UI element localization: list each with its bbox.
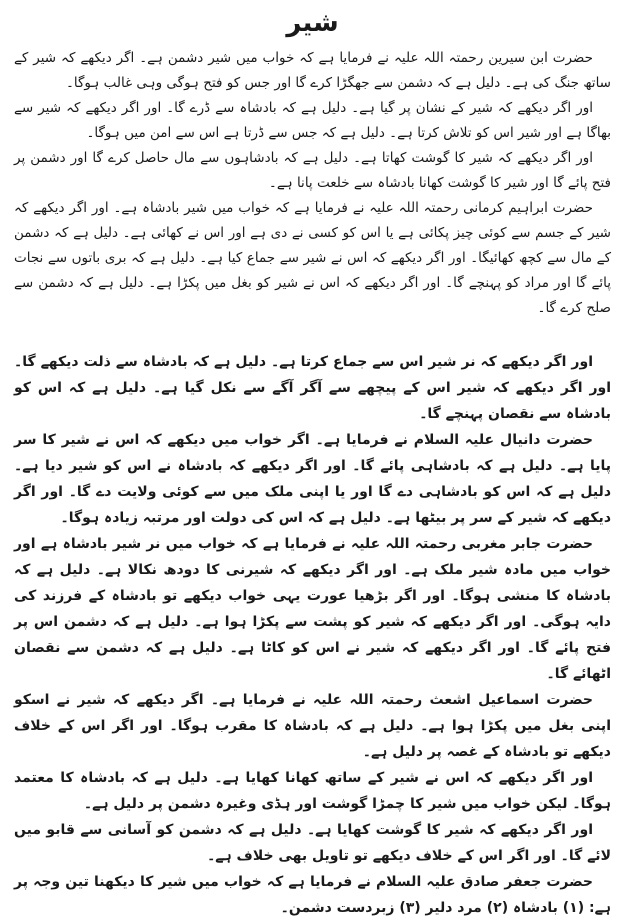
section-gap xyxy=(14,321,611,349)
section-upper xyxy=(14,46,611,321)
document-page xyxy=(0,6,625,916)
paragraph: حضرت دانیال علیہ السلام نے فرمایا ہے۔ اگر خواب میں دیکھے کہ اس نے شیر کا سر پایا ہے۔ دلیل ہے کہ بادشاہی پائے گا۔ اور اگر دیکھے کہ بادشاہ نے اس کو شیر دیا ہے۔ دلیل ہے کہ اس کو بادشاہی دے گا اور یا اپنی ملک میں سے کوئی ولایت دے گا۔ اور اگر دیکھے کہ شیر کے سر پر بیٹھا ہے۔ دلیل ہے کہ اس کی دولت اور مرتبہ زیادہ ہوگا۔ xyxy=(14,432,611,526)
paragraph: حضرت جابر مغربی رحمتہ اللہ علیہ نے فرمایا ہے کہ خواب میں نر شیر بادشاہ ہے اور خواب میں مادہ شیر ملک ہے۔ اور اگر دیکھے کہ شیرنی کا دودھ نکالا ہے۔ دلیل ہے کہ بادشاہ کا منشی ہوگا۔ اور اگر بڑھیا عورت یہی خواب دیکھے تو بادشاہ کے فرزند کی دایہ ہوگی۔ اور اگر دیکھے کہ شیر کو پشت سے پکڑا ہوا ہے۔ دلیل ہے کہ دشمن اس پر فتح پائے گا۔ اور اگر دیکھے کہ شیر نے اس کو کاٹا ہے۔ دلیل ہے کہ دشمن سے نقصان اٹھائے گا۔ xyxy=(14,536,611,682)
paragraph: اور اگر دیکھے کہ نر شیر اس سے جماع کرتا ہے۔ دلیل ہے کہ بادشاہ سے ذلت دیکھے گا۔ اور اگر دیکھے کہ شیر اس کے پیچھے سے آگر آگے سے نکل گیا ہے۔ دلیل ہے کہ اس کو بادشاہ سے نقصان پہنچے گا۔ xyxy=(14,354,611,422)
paragraph: حضرت جعفر صادق علیہ السلام نے فرمایا ہے کہ خواب میں شیر کا دیکھنا تین وجہ پر ہے: (۱) بادشاہ (۲) مرد دلیر (۳) زبردست دشمن۔ xyxy=(14,874,611,916)
paragraph: حضرت ابراہیم کرمانی رحمتہ اللہ علیہ نے فرمایا ہے کہ خواب میں شیر بادشاہ ہے۔ اور اگر دیکھے کہ شیر کے جسم سے کوئی چیز پکائی ہے یا اس کو کسی نے دی ہے اور اس نے کھائی ہے۔ دلیل ہے کہ دشمن کے مال سے کچھ کھائیگا۔ اور اگر دیکھے کہ اس نے شیر سے جماع کیا ہے۔ دلیل ہے کہ بری باتوں سے نجات پائے گا اور مراد کو پہنچے گا۔ اور اگر دیکھے کہ اس نے شیر کو بغل میں پکڑا ہے۔ دلیل ہے کہ دشمن سے صلح کرے گا۔ xyxy=(14,200,611,316)
page-title: شیر xyxy=(286,8,339,38)
paragraph: حضرت ابن سیرین رحمتہ اللہ علیہ نے فرمایا ہے کہ خواب میں شیر دشمن ہے۔ اگر دیکھے کہ شیر کے ساتھ جنگ کی ہے۔ دلیل ہے کہ دشمن سے جھگڑا کرے گا اور جس کو فتح ہوگی وہی غالب ہوگا۔ xyxy=(14,50,611,91)
paragraph: اور اگر دیکھے کہ شیر کا گوشت کھایا ہے۔ دلیل ہے کہ دشمن کو آسانی سے قابو میں لائے گا۔ اور اگر اس کے خلاف دیکھے تو تاویل بھی خلاف ہے۔ xyxy=(14,822,611,864)
paragraph: اور اگر دیکھے کہ شیر کے نشان پر گیا ہے۔ دلیل ہے کہ بادشاہ سے ڈرے گا۔ اور اگر دیکھے کہ شیر سے بھاگا ہے اور شیر اس کو تلاش کرتا ہے۔ دلیل ہے کہ جس سے ڈرتا ہے اس سے امن میں ہوگا۔ xyxy=(14,100,611,141)
paragraph: اور اگر دیکھے کہ اس نے شیر کے ساتھ کھانا کھایا ہے۔ دلیل ہے کہ بادشاہ کا معتمد ہوگا۔ لیکن خواب میں شیر کا چمڑا گوشت اور ہڈی وغیرہ دشمن پر دلیل ہے۔ xyxy=(14,770,611,812)
section-lower xyxy=(14,349,611,921)
paragraph: حضرت اسماعیل اشعث رحمتہ اللہ علیہ نے فرمایا ہے۔ اگر دیکھے کہ شیر نے اسکو اپنی بغل میں پکڑا ہوا ہے۔ دلیل ہے کہ بادشاہ کا مقرب ہوگا۔ اور اگر اس کے خلاف دیکھے تو بادشاہ کے غصہ پر دلیل ہے۔ xyxy=(14,692,611,760)
paragraph: اور اگر دیکھے کہ شیر کا گوشت کھاتا ہے۔ دلیل ہے کہ بادشاہوں سے مال حاصل کرے گا اور دشمن پر فتح پائے گا اور شیر کا گوشت کھانا بادشاہ سے خلعت پانا ہے۔ xyxy=(14,150,611,191)
